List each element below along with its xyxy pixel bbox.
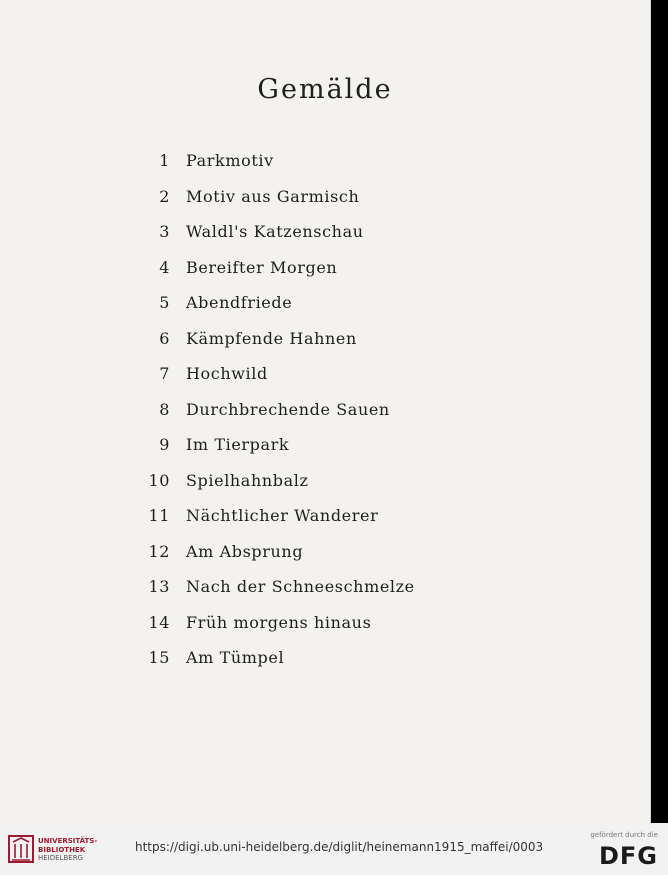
item-number: 5	[159, 293, 170, 313]
sponsor-caption: gefördert durch die	[590, 831, 658, 839]
list-item	[138, 569, 415, 605]
university-name[interactable]	[38, 837, 97, 863]
item-title: Kämpfende Hahnen	[186, 328, 357, 348]
list-item	[138, 143, 415, 179]
item-title: Abendfriede	[186, 293, 293, 313]
item-title: Im Tierpark	[186, 435, 290, 455]
list-item	[138, 179, 415, 215]
item-number: 15	[148, 648, 170, 668]
list-item	[138, 605, 415, 641]
list-item	[138, 498, 415, 534]
item-title: Durchbrechende Sauen	[186, 399, 390, 419]
item-number: 13	[148, 577, 170, 597]
list-item	[138, 640, 415, 676]
item-title: Am Absprung	[186, 541, 304, 561]
item-number: 3	[159, 222, 170, 242]
list-item	[138, 214, 415, 250]
item-title: Parkmotiv	[186, 151, 274, 171]
university-seal-icon[interactable]	[8, 833, 34, 865]
item-title: Früh morgens hinaus	[186, 612, 372, 632]
item-number: 7	[159, 364, 170, 384]
item-title: Motiv aus Garmisch	[186, 186, 360, 206]
list-item	[138, 250, 415, 286]
list-item	[138, 285, 415, 321]
item-number: 11	[148, 506, 170, 526]
university-name-line: UNIVERSITÄTS-	[38, 837, 98, 845]
item-title: Waldl's Katzenschau	[186, 222, 364, 242]
item-number: 8	[159, 399, 170, 419]
list-item	[138, 356, 415, 392]
viewer-footer	[0, 823, 668, 875]
list-item	[138, 392, 415, 428]
list-item	[138, 321, 415, 357]
item-title: Bereifter Morgen	[186, 257, 338, 277]
item-number: 10	[148, 470, 170, 490]
item-number: 9	[159, 435, 170, 455]
item-title: Nächtlicher Wanderer	[186, 506, 379, 526]
item-title: Am Tümpel	[186, 648, 285, 668]
item-title: Spielhahnbalz	[186, 470, 309, 490]
list-item	[138, 534, 415, 570]
dfg-logo[interactable]: DFG	[598, 842, 658, 870]
item-number: 1	[159, 151, 170, 171]
item-number: 2	[159, 186, 170, 206]
university-name-line: BIBLIOTHEK	[38, 845, 86, 854]
permalink-url[interactable]: https://digi.ub.uni-heidelberg.de/diglit/heinemann1915_maffei/0003	[135, 840, 544, 854]
item-number: 14	[148, 612, 170, 632]
list-item	[138, 427, 415, 463]
list-item	[138, 463, 415, 499]
page-title: Gemälde	[257, 74, 393, 105]
item-number: 12	[148, 541, 170, 561]
item-title: Nach der Schneeschmelze	[186, 577, 415, 597]
item-title: Hochwild	[186, 364, 268, 384]
painting-list	[138, 143, 415, 676]
item-number: 4	[159, 257, 170, 277]
item-number: 6	[159, 328, 170, 348]
university-name-line: HEIDELBERG	[38, 854, 83, 862]
